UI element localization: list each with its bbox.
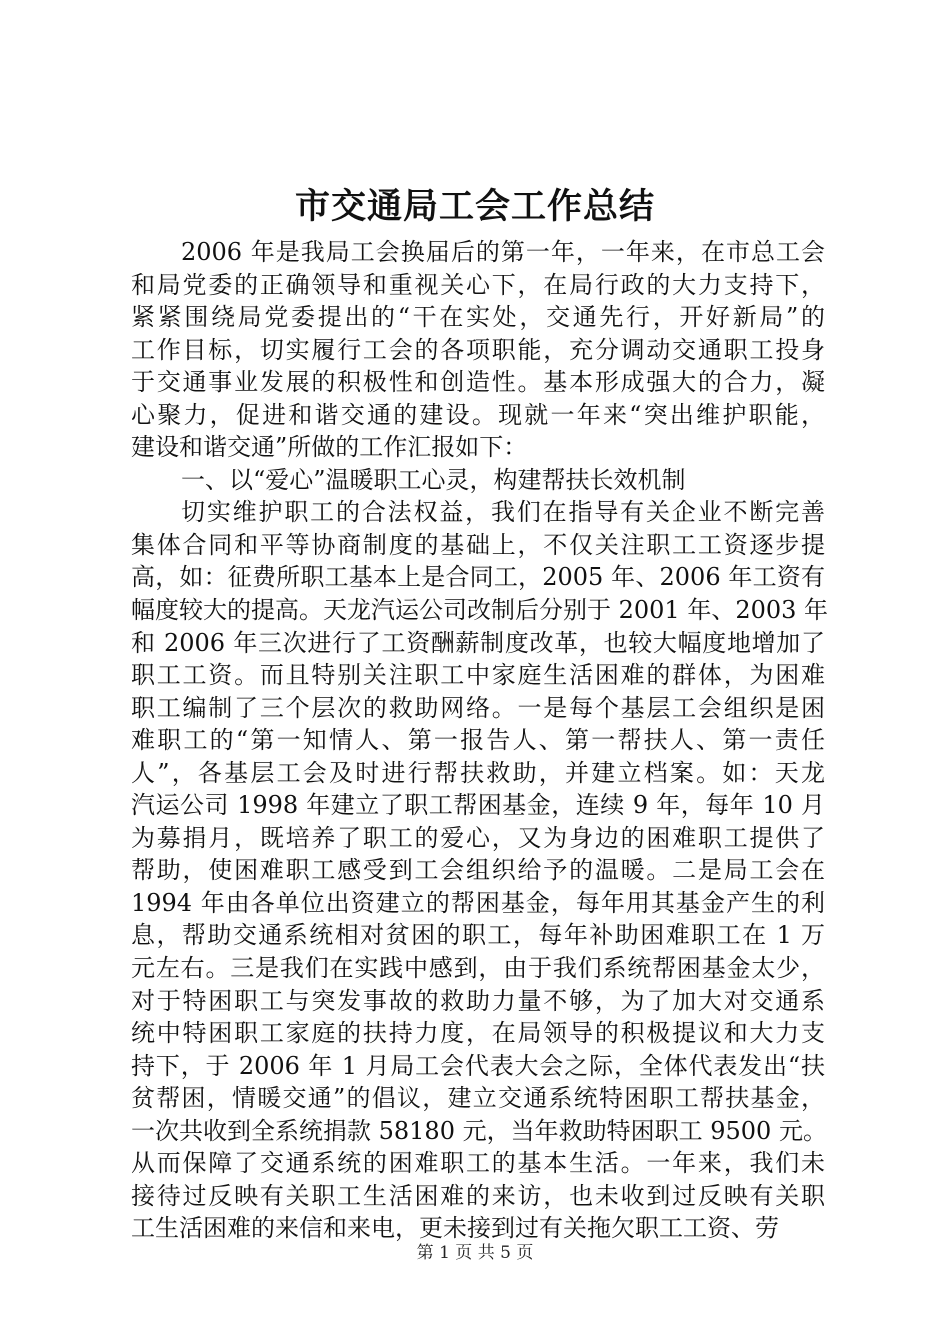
body-line: 从而保障了交通系统的困难职工的基本生活。一年来，我们未 xyxy=(131,1149,825,1178)
body-line: 接待过反映有关职工生活困难的来访，也未收到过反映有关职 xyxy=(131,1181,825,1210)
body-line: 1994 年由各单位出资建立的帮困基金，每年用其基金产生的利 xyxy=(131,888,825,917)
body-line: 持下，于 2006 年 1 月局工会代表大会之际，全体代表发出“扶 xyxy=(131,1051,825,1080)
body-line: 对于特困职工与突发事故的救助力量不够，为了加大对交通系 xyxy=(131,986,825,1015)
body-line: 于交通事业发展的积极性和创造性。基本形成强大的合力，凝 xyxy=(131,368,825,397)
page-number-footer: 第 1 页 共 5 页 xyxy=(416,1243,534,1263)
body-line: 帮助，使困难职工感受到工会组织给予的温暖。二是局工会在 xyxy=(131,856,825,885)
body-line: 统中特困职工家庭的扶持力度，在局领导的积极提议和大力支 xyxy=(131,1019,825,1048)
body-line: 幅度较大的提高。天龙汽运公司改制后分别于 2001 年、2003 年 xyxy=(131,596,829,625)
body-line: 心聚力，促进和谐交通的建设。现就一年来“突出维护职能， xyxy=(131,400,825,429)
body-line: 工作目标，切实履行工会的各项职能，充分调动交通职工投身 xyxy=(131,335,825,364)
document-body xyxy=(131,236,829,1245)
body-line: 元左右。三是我们在实践中感到，由于我们系统帮困基金太少， xyxy=(131,954,825,983)
body-line: 汽运公司 1998 年建立了职工帮困基金，连续 9 年，每年 10 月 xyxy=(131,791,825,820)
body-line: 贫帮困，情暖交通”的倡议，建立交通系统特困职工帮扶基金， xyxy=(131,1084,825,1113)
body-line: 集体合同和平等协商制度的基础上，不仅关注职工工资逐步提 xyxy=(131,530,825,559)
body-line: 一次共收到全系统捐款 58180 元，当年救助特困职工 9500 元。 xyxy=(131,1116,827,1145)
body-line: 高，如：征费所职工基本上是合同工，2005 年、2006 年工资有 xyxy=(131,563,825,592)
body-line: 2006 年是我局工会换届后的第一年，一年来，在市总工会 xyxy=(181,238,825,266)
body-line: 息，帮助交通系统相对贫困的职工，每年补助困难职工在 1 万 xyxy=(131,921,825,950)
body-line: 工生活困难的来信和来电，更未接到过有关拖欠职工工资、劳 xyxy=(131,1214,779,1243)
body-line: 职工工资。而且特别关注职工中家庭生活困难的群体，为困难 xyxy=(131,661,825,690)
body-line: 和 2006 年三次进行了工资酬薪制度改革，也较大幅度地增加了 xyxy=(131,628,825,657)
body-line: 人”，各基层工会及时进行帮扶救助，并建立档案。如：天龙 xyxy=(131,758,825,787)
body-line: 为募捐月，既培养了职工的爱心，又为身边的困难职工提供了 xyxy=(131,823,825,852)
body-line: 紧紧围绕局党委提出的“干在实处，交通先行，开好新局”的 xyxy=(131,303,825,332)
body-line: 难职工的“第一知情人、第一报告人、第一帮扶人、第一责任 xyxy=(131,726,825,755)
document-title: 市交通局工会工作总结 xyxy=(294,186,655,227)
body-line: 和局党委的正确领导和重视关心下，在局行政的大力支持下， xyxy=(131,270,825,299)
body-line: 切实维护职工的合法权益，我们在指导有关企业不断完善 xyxy=(181,498,825,527)
body-line: 一、以“爱心”温暖职工心灵，构建帮扶长效机制 xyxy=(181,465,686,494)
body-line: 建设和谐交通”所做的工作汇报如下： xyxy=(131,433,528,462)
body-line: 职工编制了三个层次的救助网络。一是每个基层工会组织是困 xyxy=(131,693,825,722)
